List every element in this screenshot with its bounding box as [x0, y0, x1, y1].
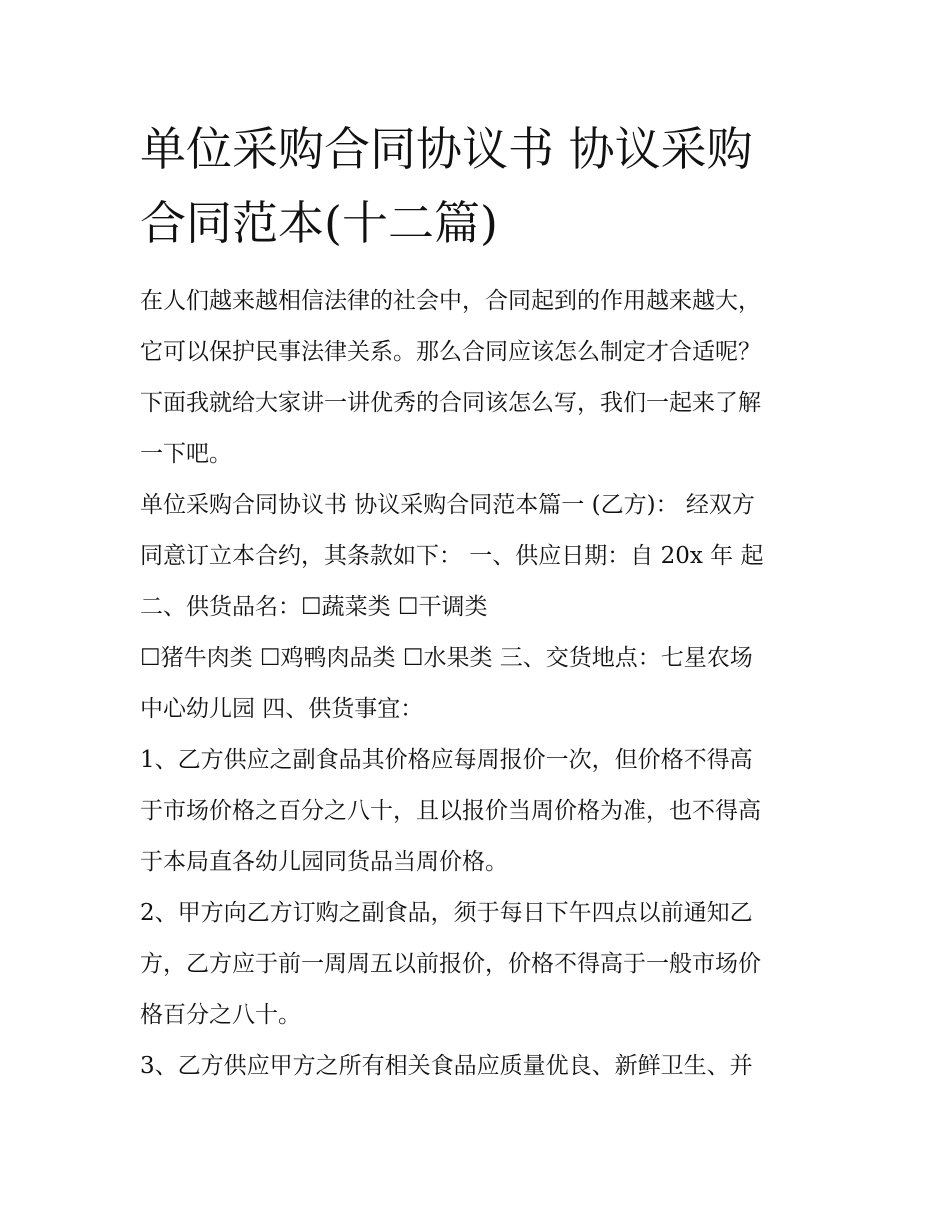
body-line: 单位采购合同协议书 协议采购合同范本篇一 (乙方)： 经双方: [140, 492, 755, 518]
body-line: 格百分之八十。: [140, 1002, 301, 1028]
title-line: 合同范本(十二篇): [140, 196, 498, 250]
body-line: 方，乙方应于前一周周五以前报价，价格不得高于一般市场价: [140, 951, 761, 977]
body-line: 同意订立本合约，其条款如下： 一、供应日期：自 20x 年 起: [140, 543, 764, 569]
document-title: [140, 112, 820, 260]
body-line: ☐猪牛肉类 ☐鸡鸭肉品类 ☐水果类 三、交货地点：七星农场: [140, 645, 753, 671]
body-line: 下面我就给大家讲一讲优秀的合同该怎么写，我们一起来了解: [140, 390, 761, 416]
body-line: 2、甲方向乙方订购之副食品，须于每日下午四点以前通知乙: [140, 900, 753, 926]
body-line: 于市场价格之百分之八十，且以报价当周价格为准，也不得高: [140, 798, 761, 824]
body-line: 中心幼儿园 四、供货事宜：: [140, 696, 424, 722]
body-line: 一下吧。: [140, 441, 232, 467]
body-line: 二、供货品名：☐蔬菜类 ☐干调类: [140, 594, 488, 620]
body-line: 3、乙方供应甲方之所有相关食品应质量优良、新鲜卫生、并: [140, 1053, 753, 1079]
body-line: 在人们越来越相信法律的社会中，合同起到的作用越来越大，: [140, 288, 761, 314]
body-line: 1、乙方供应之副食品其价格应每周报价一次，但价格不得高: [140, 747, 753, 773]
document-body: [140, 276, 820, 1092]
body-line: 它可以保护民事法律关系。那么合同应该怎么制定才合适呢？: [140, 339, 761, 365]
body-line: 于本局直各幼儿园同货品当周价格。: [140, 849, 508, 875]
title-line: 单位采购合同协议书 协议采购: [140, 122, 753, 176]
